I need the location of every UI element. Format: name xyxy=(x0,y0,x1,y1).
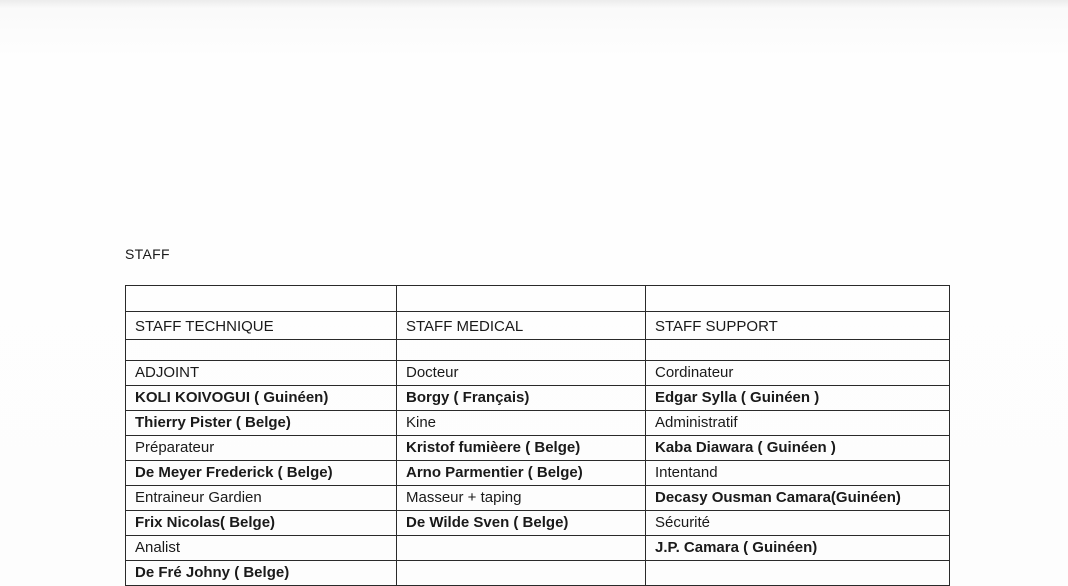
table-cell xyxy=(646,340,950,361)
table-row xyxy=(126,561,950,586)
table-cell-technique: KOLI KOIVOGUI ( Guinéen) xyxy=(126,386,397,411)
table-row xyxy=(126,461,950,486)
table-row xyxy=(126,411,950,436)
table-cell-support: Sécurité xyxy=(646,511,950,536)
table-row xyxy=(126,536,950,561)
table-cell-support: Decasy Ousman Camara(Guinéen) xyxy=(646,486,950,511)
table-cell-technique: ADJOINT xyxy=(126,361,397,386)
table-cell xyxy=(126,286,397,312)
column-header-support: STAFF SUPPORT xyxy=(646,312,950,340)
column-header-medical: STAFF MEDICAL xyxy=(397,312,646,340)
table-cell-medical: Kristof fumièere ( Belge) xyxy=(397,436,646,461)
table-cell xyxy=(397,340,646,361)
table-row xyxy=(126,361,950,386)
table-cell xyxy=(646,286,950,312)
table-cell-support: Cordinateur xyxy=(646,361,950,386)
table-cell-medical: Borgy ( Français) xyxy=(397,386,646,411)
table-row-spacer xyxy=(126,340,950,361)
table-cell-technique: De Fré Johny ( Belge) xyxy=(126,561,397,586)
table-row-blank xyxy=(126,286,950,312)
table-header-row xyxy=(126,312,950,340)
staff-table xyxy=(125,285,950,586)
table-cell-technique: Analist xyxy=(126,536,397,561)
table-cell xyxy=(126,340,397,361)
table-cell-medical xyxy=(397,561,646,586)
table-cell-technique: Préparateur xyxy=(126,436,397,461)
table-cell-technique: Frix Nicolas( Belge) xyxy=(126,511,397,536)
table-cell-medical: De Wilde Sven ( Belge) xyxy=(397,511,646,536)
table-row xyxy=(126,386,950,411)
table-cell-support: J.P. Camara ( Guinéen) xyxy=(646,536,950,561)
table-cell-medical: Docteur xyxy=(397,361,646,386)
table-row xyxy=(126,486,950,511)
table-cell-support: Intentand xyxy=(646,461,950,486)
table-cell-support: Kaba Diawara ( Guinéen ) xyxy=(646,436,950,461)
staff-heading: STAFF xyxy=(125,246,170,262)
table-row xyxy=(126,511,950,536)
table-cell-support: Administratif xyxy=(646,411,950,436)
table-cell-technique: De Meyer Frederick ( Belge) xyxy=(126,461,397,486)
table-cell-medical xyxy=(397,536,646,561)
table-row xyxy=(126,436,950,461)
table-cell-support: Edgar Sylla ( Guinéen ) xyxy=(646,386,950,411)
table-cell-medical: Masseur + taping xyxy=(397,486,646,511)
scan-shadow xyxy=(0,0,1068,8)
table-cell-support xyxy=(646,561,950,586)
table-cell-technique: Entraineur Gardien xyxy=(126,486,397,511)
table-cell xyxy=(397,286,646,312)
table-cell-medical: Arno Parmentier ( Belge) xyxy=(397,461,646,486)
table-cell-medical: Kine xyxy=(397,411,646,436)
column-header-technique: STAFF TECHNIQUE xyxy=(126,312,397,340)
table-cell-technique: Thierry Pister ( Belge) xyxy=(126,411,397,436)
